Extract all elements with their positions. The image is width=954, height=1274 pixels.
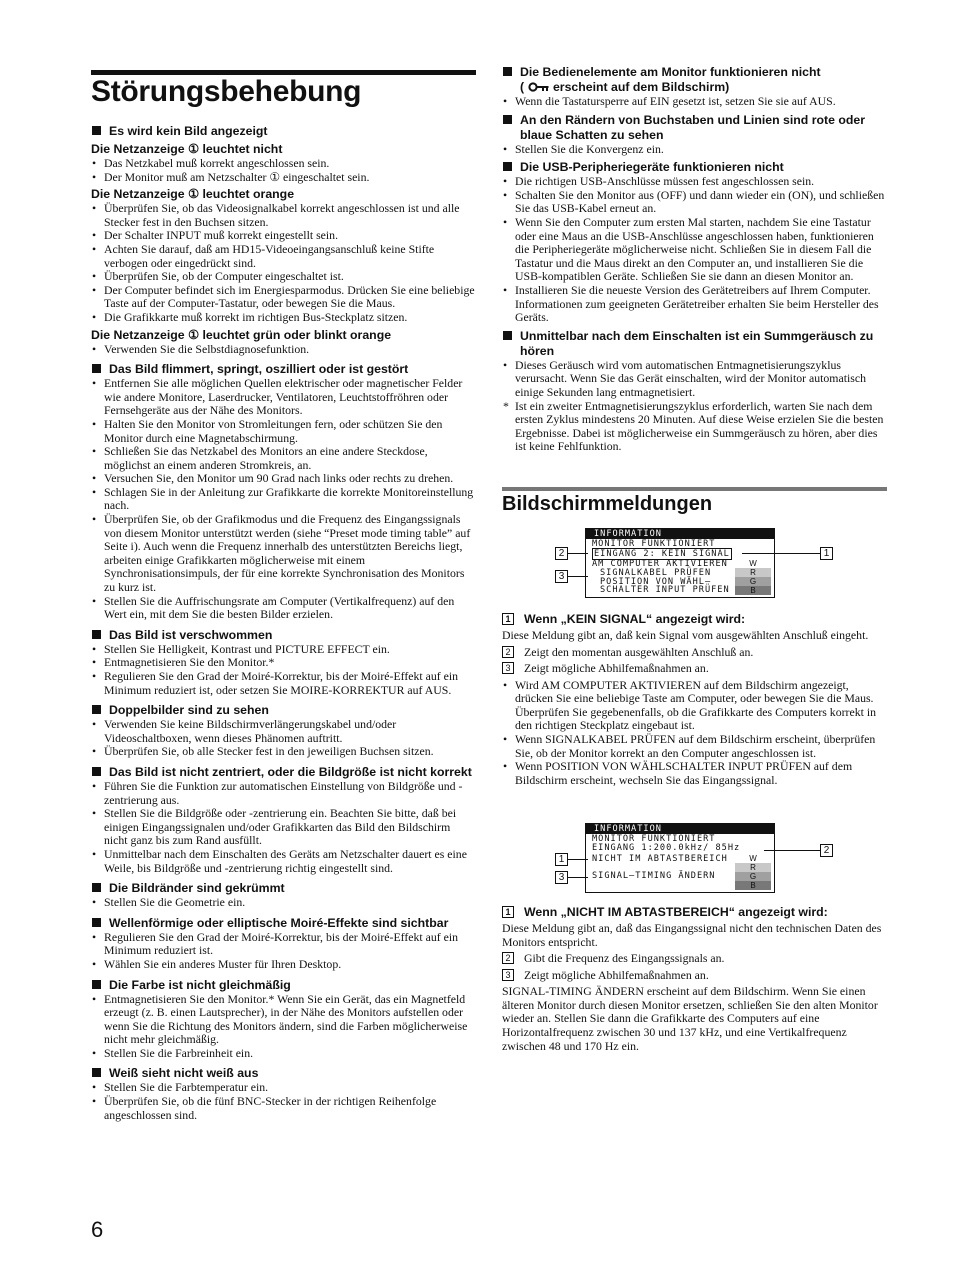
list-item: • Wenn Sie den Computer zum ersten Mal starten, nachdem Sie eine Tastatur oder eine Maus an die USB-Anschlüsse angeschlossen haben, funktionieren die Peripheriegeräte möglicherweise nicht. Schließen Sie in diesem Fall die Tastatur und die Maus direkt an den Computer an, und installieren Sie die USB-kompatiblen Geräte. Schließen Sie sie dann an diesen Monitor an. xyxy=(502,216,887,284)
osd-line: SIGNAL–TIMING ÄNDERN xyxy=(592,871,716,881)
osd-line: SIGNALKABEL PRÜFEN xyxy=(600,568,712,578)
list-item: • Regulieren Sie den Grad der Moiré-Korrektur, bis der Moiré-Effekt auf ein Minimum reduziert ist. xyxy=(91,931,476,958)
bullet-list xyxy=(502,95,887,109)
square-bullet-icon xyxy=(92,364,101,373)
callout-marker: 2 xyxy=(555,547,568,560)
callout-marker: 1 xyxy=(555,853,568,866)
callout-line xyxy=(742,553,820,554)
bullet-list xyxy=(502,679,887,788)
list-item: • Verwenden Sie die Selbstdiagnosefunktion. xyxy=(91,343,476,357)
osd-no-signal xyxy=(585,528,775,598)
square-bullet-icon xyxy=(503,67,512,76)
list-item: • Halten Sie den Monitor von Stromleitungen fern, oder schützen Sie den Monitor durch eine Magnetabschirmung. xyxy=(91,418,476,445)
swatch-white: W xyxy=(735,854,771,863)
section-heading: Die Farbe ist nicht gleichmäßig xyxy=(91,978,476,993)
list-item: • Stellen Sie die Geometrie ein. xyxy=(91,896,476,910)
callout-marker: 3 xyxy=(555,570,568,583)
callout-line xyxy=(568,553,588,554)
section-heading: Unmittelbar nach dem Einschalten ist ein Summgeräusch zu hören xyxy=(502,329,887,359)
square-bullet-icon xyxy=(503,331,512,340)
list-item: • Wird AM COMPUTER AKTIVIEREN auf dem Bildschirm angezeigt, drücken Sie eine beliebige Taste am Computer, oder bewegen Sie die Maus. Überprüfen Sie gegebenenfalls, ob die Grafikkarte des Computers korrekt in den richtigen Steckplatz eingebaut ist. xyxy=(502,679,887,733)
bullet-list xyxy=(91,343,476,357)
section-heading: Das Bild ist nicht zentriert, oder die Bildgröße ist nicht korrekt xyxy=(91,765,476,780)
color-swatch-column xyxy=(735,854,771,890)
list-item: • Schlagen Sie in der Anleitung zur Grafikkarte die korrekte Monitoreinstellung nach. xyxy=(91,486,476,513)
list-item: • Wenn die Tastatursperre auf EIN gesetzt ist, setzen Sie sie auf AUS. xyxy=(502,95,887,109)
swatch-white: W xyxy=(735,559,771,568)
list-item: • Überprüfen Sie, ob die fünf BNC-Stecker in der richtigen Reihenfolge angeschlossen sind. xyxy=(91,1095,476,1122)
list-item: • Die Grafikkarte muß korrekt im richtigen Bus-Steckplatz sitzen. xyxy=(91,311,476,325)
bullet-list xyxy=(502,143,887,157)
list-item: • Verwenden Sie keine Bildschirmverlängerungskabel und/oder Videoschaltboxen, wenn dieses Phänomen auftritt. xyxy=(91,718,476,745)
list-item: • Überprüfen Sie, ob alle Stecker fest in den jeweiligen Buchsen sitzen. xyxy=(91,745,476,759)
swatch-blue: B xyxy=(735,586,771,595)
osd-line: EINGANG 2: KEIN SIGNAL xyxy=(594,549,730,559)
number-box: 1 xyxy=(502,613,514,625)
callout-marker: 1 xyxy=(820,547,833,560)
callout-line xyxy=(568,877,588,878)
square-bullet-icon xyxy=(92,1068,101,1077)
bullet-list xyxy=(91,377,476,622)
list-item: • Entmagnetisieren Sie den Monitor.* Wenn Sie ein Gerät, das ein Magnetfeld erzeugt (z. B. einen Lautsprecher), in der Nähe des Monitors aufstellen oder wenn Sie die Richtung des Monitors ändern, sind die Farben möglicherweise nicht mehr gleichmäßig. xyxy=(91,993,476,1047)
section-heading: Das Bild flimmert, springt, oszilliert oder ist gestört xyxy=(91,362,476,377)
list-item: • Schalten Sie den Monitor aus (OFF) und dann wieder ein (ON), und schließen Sie das USB-Kabel erneut an. xyxy=(502,189,887,216)
bullet-list xyxy=(91,202,476,324)
swatch-red: R xyxy=(735,568,771,577)
bullet-list xyxy=(91,157,476,184)
list-item: • Wählen Sie ein anderes Muster für Ihren Desktop. xyxy=(91,958,476,972)
square-bullet-icon xyxy=(92,630,101,639)
bullet-list xyxy=(502,175,887,325)
numbered-line: 3 Zeigt mögliche Abhilfemaßnahmen an. xyxy=(502,968,887,983)
list-item: • Versuchen Sie, den Monitor um 90 Grad nach links oder rechts zu drehen. xyxy=(91,472,476,486)
number-box: 1 xyxy=(502,906,514,918)
message-paragraph: SIGNAL-TIMING ÄNDERN erscheint auf dem Bildschirm. Wenn Sie einen älteren Monitor durch diesen Monitor ersetzen, schließen Sie den alten Monitor wieder an. Stellen Sie dann die Grafikkarte des Computers auf eine Horizontalfrequenz zwischen 30 und 137 kHz, und eine Vertikalfrequenz zwischen 48 und 170 Hz ein. xyxy=(502,984,878,1053)
number-box: 3 xyxy=(502,969,514,981)
footnote-item: * Ist ein zweiter Entmagnetisierungszyklus erforderlich, warten Sie nach dem ersten Zyklus mindestens 20 Minuten. Auf diese Weise erzielen Sie die besten Ergebnisse. Dabei ist möglicherweise ein Summgeräusch zu hören, aber dies ist keine Fehlfunktion. xyxy=(502,400,887,454)
osd-line: POSITION VON WÄHL– xyxy=(600,577,712,587)
section-heading: Die USB-Peripheriegeräte funktionieren nicht xyxy=(502,160,887,175)
section-heading: Wellenförmige oder elliptische Moiré-Effekte sind sichtbar xyxy=(91,916,476,931)
section-heading: Die Bildränder sind gekrümmt xyxy=(91,881,476,896)
section-heading: Es wird kein Bild angezeigt xyxy=(91,124,476,139)
osd-line: MONITOR FUNKTIONIERT xyxy=(592,539,716,549)
sub-heading: Die Netzanzeige ① leuchtet orange xyxy=(91,187,295,202)
square-bullet-icon xyxy=(92,980,101,989)
msg1-block xyxy=(502,612,887,787)
bullet-list xyxy=(502,359,887,454)
page-title: Störungsbehebung xyxy=(91,75,362,108)
sub-heading: Die Netzanzeige ① leuchtet nicht xyxy=(91,142,283,156)
swatch-green: G xyxy=(735,872,771,881)
list-item: • Entmagnetisieren Sie den Monitor.* xyxy=(91,656,476,670)
numbered-line: 2 Gibt die Frequenz des Eingangssignals an. xyxy=(502,951,887,966)
list-item: • Wenn SIGNALKABEL PRÜFEN auf dem Bildschirm erscheint, überprüfen Sie, ob der Monitor korrekt an den Computer angeschlossen ist. xyxy=(502,733,887,760)
list-item: • Der Schalter INPUT muß korrekt eingestellt sein. xyxy=(91,229,476,243)
callout-line xyxy=(764,850,820,851)
square-bullet-icon xyxy=(92,705,101,714)
list-item: • Dieses Geräusch wird vom automatischen Entmagnetisierungszyklus verursacht. Wenn Sie das Gerät einschalten, wird der Monitor automatisch einige Sekunden lang entmagnetisiert. xyxy=(502,359,887,400)
list-item: • Unmittelbar nach dem Einschalten des Geräts am Netzschalter dauert es eine Weile, bis Bildgröße und -zentrierung richtig eingestellt sind. xyxy=(91,848,476,875)
numbered-line: 3 Zeigt mögliche Abhilfemaßnahmen an. xyxy=(502,661,887,676)
list-item: • Überprüfen Sie, ob das Videosignalkabel korrekt angeschlossen ist und alle Stecker fest in den Buchsen sitzen. xyxy=(91,202,476,229)
square-bullet-icon xyxy=(92,126,101,135)
square-bullet-icon xyxy=(92,883,101,892)
color-swatch-column xyxy=(735,559,771,595)
bullet-list xyxy=(91,1081,476,1122)
callout-line xyxy=(568,859,588,860)
number-box: 3 xyxy=(502,662,514,674)
section-heading: An den Rändern von Buchstaben und Linien sind rote oder blaue Schatten zu sehen xyxy=(502,113,887,143)
list-item: • Stellen Sie Helligkeit, Kontrast und PICTURE EFFECT ein. xyxy=(91,643,476,657)
bullet-list xyxy=(91,643,476,697)
osd-line: NICHT IM ABTASTBEREICH xyxy=(592,854,728,864)
callout-line xyxy=(568,576,588,577)
section-heading: Weiß sieht nicht weiß aus xyxy=(91,1066,476,1081)
list-item: • Regulieren Sie den Grad der Moiré-Korrektur, bis der Moiré-Effekt auf ein Minimum reduziert ist, oder setzen Sie MOIRE-KORREKTUR auf AUS. xyxy=(91,670,476,697)
list-item: • Stellen Sie die Auffrischungsrate am Computer (Vertikalfrequenz) auf den Wert ein, mit dem Sie die besten Bilder erzielen. xyxy=(91,595,476,622)
bullet-list xyxy=(91,718,476,759)
swatch-green: G xyxy=(735,577,771,586)
list-item: • Überprüfen Sie, ob der Grafikmodus und die Frequenz des Eingangssignals von diesem Monitor unterstützt werden (siehe “Preset mode timing table” auf Seite i). Auch wenn die Frequenz innerhalb des unterstützten Bereichs liegt, arbeiten einige Grafikkarten möglicherweise mit einem Synchronisationsimpuls, der für eine korrekte Synchronisation des Monitors zu kurz ist. xyxy=(91,513,476,595)
message-text: Diese Meldung gibt an, daß das Eingangssignal nicht den technischen Daten des Monitors entspricht. xyxy=(502,921,882,949)
numbered-line: 2 Zeigt den momentan ausgewählten Anschluß an. xyxy=(502,645,887,660)
osd-line: MONITOR FUNKTIONIERT xyxy=(592,834,716,844)
list-item: • Das Netzkabel muß korrekt angeschlossen sein. xyxy=(91,157,476,171)
list-item: • Der Computer befindet sich im Energiesparmodus. Drücken Sie eine beliebige Taste auf der Computer-Tastatur, oder bewegen Sie die Maus. xyxy=(91,284,476,311)
section-rule xyxy=(502,487,887,491)
number-box: 2 xyxy=(502,646,514,658)
list-item: • Achten Sie darauf, daß am HD15-Videoeingangsanschluß keine Stifte verbogen oder eingedrückt sind. xyxy=(91,243,476,270)
square-bullet-icon xyxy=(92,767,101,776)
osd-line: SCHALTER INPUT PRÜFEN xyxy=(600,585,730,595)
section-title: Bildschirmmeldungen xyxy=(502,493,713,515)
osd-out-of-range xyxy=(585,823,775,893)
bullet-list xyxy=(91,931,476,972)
list-item: • Stellen Sie die Farbtemperatur ein. xyxy=(91,1081,476,1095)
list-item: • Stellen Sie die Konvergenz ein. xyxy=(502,143,887,157)
swatch-red: R xyxy=(735,863,771,872)
page-number: 6 xyxy=(91,1217,104,1242)
square-bullet-icon xyxy=(503,115,512,124)
osd-header: INFORMATION xyxy=(586,529,774,539)
msg2-block xyxy=(502,905,887,1053)
right-flow-top xyxy=(502,65,887,454)
callout-marker: 2 xyxy=(820,844,833,857)
bullet-list xyxy=(91,780,476,875)
message-heading: 1 Wenn „KEIN SIGNAL“ angezeigt wird: xyxy=(502,612,887,627)
bullet-list xyxy=(91,993,476,1061)
number-box: 2 xyxy=(502,952,514,964)
osd-line: AM COMPUTER AKTIVIEREN xyxy=(592,559,728,569)
message-heading: 1 Wenn „NICHT IM ABTASTBEREICH“ angezeigt wird: xyxy=(502,905,887,920)
swatch-blue: B xyxy=(735,881,771,890)
section-heading: Doppelbilder sind zu sehen xyxy=(91,703,476,718)
list-item: • Der Monitor muß am Netzschalter ① eingeschaltet sein. xyxy=(91,171,476,185)
left-flow xyxy=(91,124,476,1122)
list-item: • Schließen Sie das Netzkabel des Monitors an eine andere Steckdose, möglichst an einem anderen Stromkreis, an. xyxy=(91,445,476,472)
list-item: • Stellen Sie die Farbreinheit ein. xyxy=(91,1047,476,1061)
osd-line: EINGANG 1:200.0kHz/ 85Hz xyxy=(592,843,741,853)
callout-marker: 3 xyxy=(555,871,568,884)
square-bullet-icon xyxy=(503,162,512,171)
section-heading: Die Bedienelemente am Monitor funktionieren nicht ( erscheint auf dem Bildschirm) xyxy=(502,65,887,95)
list-item: • Installieren Sie die neueste Version des Gerätetreibers auf Ihrem Computer. Informationen zum geeigneten Gerätetreiber erhalten Sie beim Hersteller des Geräts. xyxy=(502,284,887,325)
list-item: • Die richtigen USB-Anschlüsse müssen fest angeschlossen sein. xyxy=(502,175,887,189)
square-bullet-icon xyxy=(92,918,101,927)
osd-header: INFORMATION xyxy=(586,824,774,834)
list-item: • Wenn POSITION VON WÄHLSCHALTER INPUT PRÜFEN auf dem Bildschirm erscheint, wechseln Sie das Eingangssignal. xyxy=(502,760,887,787)
list-item: • Entfernen Sie alle möglichen Quellen elektrischer oder magnetischer Felder wie andere Monitore, Laserdrucker, Ventilatoren, Leuchtstoffröhren oder Fernsehgeräte aus der Nähe des Monitors. xyxy=(91,377,476,418)
list-item: • Stellen Sie die Bildgröße oder -zentrierung ein. Beachten Sie bitte, daß bei einigen Eingangssignalen und/oder Grafikkarten das Bild den Bildschirm nicht ganz bis zum Rand ausfüllt. xyxy=(91,807,476,848)
bullet-list xyxy=(91,896,476,910)
section-heading: Das Bild ist verschwommen xyxy=(91,628,476,643)
list-item: • Überprüfen Sie, ob der Computer eingeschaltet ist. xyxy=(91,270,476,284)
sub-heading: Die Netzanzeige ① leuchtet grün oder blinkt orange xyxy=(91,327,392,342)
list-item: • Führen Sie die Funktion zur automatischen Einstellung von Bildgröße und -zentrierung aus. xyxy=(91,780,476,807)
message-text: Diese Meldung gibt an, daß kein Signal vom ausgewählten Anschluß eingeht. xyxy=(502,628,869,642)
key-icon xyxy=(528,82,550,92)
